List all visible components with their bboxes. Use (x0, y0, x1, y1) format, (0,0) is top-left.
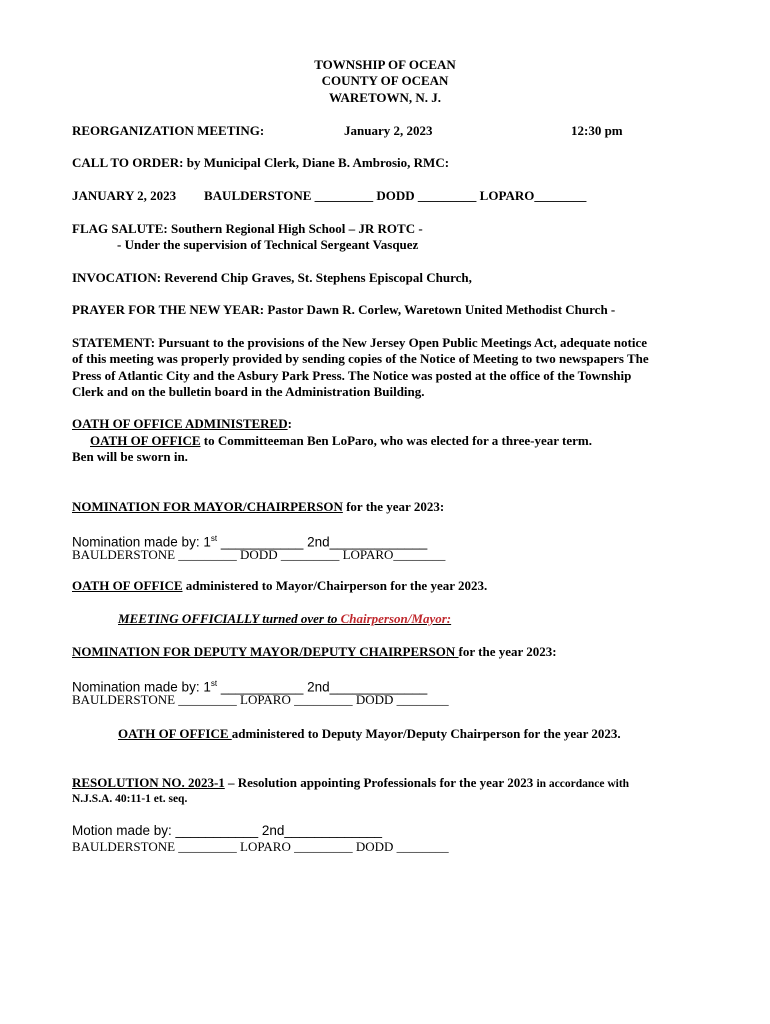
nomination-deputy-roll: BAULDERSTONE _________ LOPARO _________ DODD ________ (72, 692, 449, 707)
oath-heading-text: OATH OF OFFICE ADMINISTERED (72, 416, 288, 431)
nomination-mayor-heading (72, 499, 444, 515)
meeting-date: January 2, 2023 (344, 123, 433, 138)
resolution-number: RESOLUTION NO. 2023-1 (72, 775, 225, 790)
motion-made-by: Motion made by: ___________ 2nd_____________ (72, 823, 383, 838)
deputy-made-by-rest: ___________ 2nd_____________ (217, 679, 428, 695)
flag-salute: FLAG SALUTE: Southern Regional High School – JR ROTC - (72, 221, 423, 236)
roll-call-date: JANUARY 2, 2023 (72, 188, 177, 203)
meeting-time: 12:30 pm (571, 123, 623, 138)
township-title: TOWNSHIP OF OCEAN (314, 57, 456, 72)
resolution (72, 775, 629, 792)
oath-sub (90, 433, 592, 449)
oath-heading-colon: : (287, 416, 292, 431)
superscript-st: st (210, 534, 218, 543)
statement-line-3: Press of Atlantic City and the Asbury Park Press. The Notice was posted at the office of the Township (72, 368, 632, 383)
oath-mayor-underlined: OATH OF OFFICE (72, 578, 183, 593)
meeting-label: REORGANIZATION MEETING: (72, 123, 265, 138)
location-title: WARETOWN, N. J. (328, 90, 442, 105)
oath-mayor-rest: administered to Mayor/Chairperson for the year 2023. (182, 578, 488, 593)
meeting-turned-red: Chairperson/Mayor: (340, 611, 452, 626)
resolution-rest: – Resolution appointing Professionals for the year 2023 (224, 775, 537, 790)
oath-mayor (72, 578, 487, 594)
deputy-made-by-text: Nomination made by: 1 (72, 679, 211, 695)
county-title: COUNTY OF OCEAN (321, 73, 449, 88)
made-by-rest: ___________ 2nd_____________ (217, 534, 428, 550)
oath-deputy-rest: administered to Deputy Mayor/Deputy Chairperson for the year 2023. (231, 726, 621, 741)
made-by-text: Nomination made by: 1 (72, 534, 211, 550)
nomination-deputy-heading-underlined: NOMINATION FOR DEPUTY MAYOR/DEPUTY CHAIRPERSON (72, 644, 459, 659)
statement-line-1: STATEMENT: Pursuant to the provisions of the New Jersey Open Public Meetings Act, adequate notice (72, 335, 647, 350)
flag-salute-supervision: - Under the supervision of Technical Sergeant Vasquez (117, 237, 419, 252)
oath-heading (72, 416, 292, 432)
statement-line-2: of this meeting was properly provided by sending copies of the Notice of Meeting to two newspapers The (72, 351, 649, 366)
prayer: PRAYER FOR THE NEW YEAR: Pastor Dawn R. Corlew, Waretown United Methodist Church - (72, 302, 616, 317)
call-to-order: CALL TO ORDER: by Municipal Clerk, Diane B. Ambrosio, RMC: (72, 155, 450, 170)
meeting-turned-over (118, 611, 451, 627)
nomination-deputy-heading (72, 644, 557, 660)
resolution-small: in accordance with (536, 778, 630, 790)
roll-call-members: BAULDERSTONE _________ DODD _________ LOPARO________ (204, 188, 587, 203)
invocation: INVOCATION: Reverend Chip Graves, St. Stephens Episcopal Church, (72, 270, 472, 285)
oath-sworn-in: Ben will be sworn in. (72, 449, 188, 464)
nomination-deputy-heading-rest: for the year 2023: (458, 644, 557, 659)
nomination-mayor-roll: BAULDERSTONE _________ DODD _________ LOPARO________ (72, 547, 446, 562)
nomination-mayor-heading-rest: for the year 2023: (342, 499, 445, 514)
oath-deputy-underlined: OATH OF OFFICE (118, 726, 232, 741)
oath-sub-rest: to Committeeman Ben LoParo, who was elected for a three-year term. (200, 433, 592, 448)
deputy-superscript-st: st (210, 679, 218, 688)
oath-deputy (118, 726, 621, 742)
resolution-statute: N.J.S.A. 40:11-1 et. seq. (72, 793, 188, 805)
statement-line-4: Clerk and on the bulletin board in the Administration Building. (72, 384, 425, 399)
oath-sub-underlined: OATH OF OFFICE (90, 433, 201, 448)
nomination-mayor-heading-underlined: NOMINATION FOR MAYOR/CHAIRPERSON (72, 499, 343, 514)
meeting-turned-text: MEETING OFFICIALLY turned over to (118, 611, 341, 626)
motion-roll: BAULDERSTONE _________ LOPARO _________ DODD ________ (72, 839, 449, 854)
